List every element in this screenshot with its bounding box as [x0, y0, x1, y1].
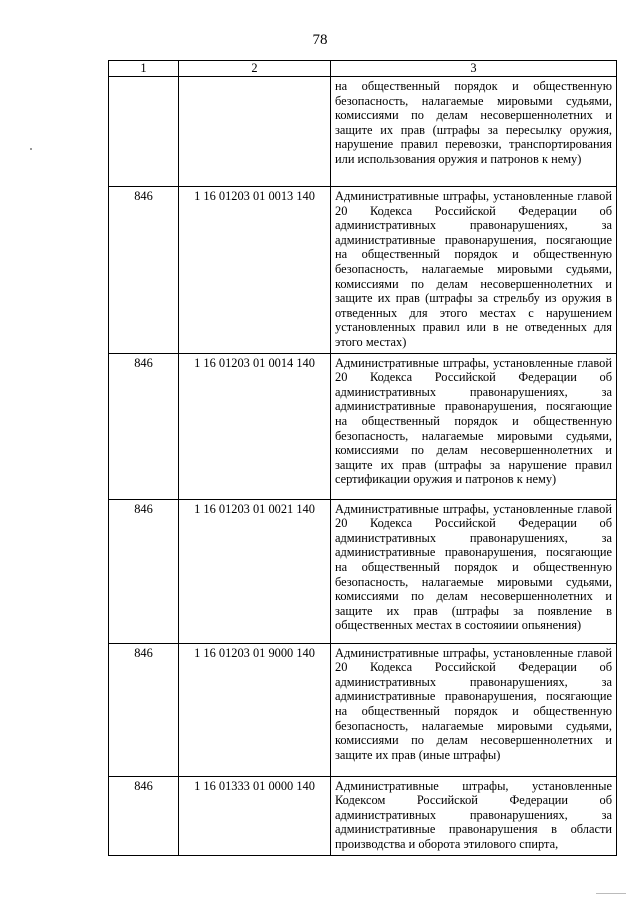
column-header-1: 1 [109, 61, 179, 77]
budget-classification-table [108, 60, 617, 856]
kbk-code-cell: 1 16 01333 01 0000 140 [179, 776, 331, 855]
description-cell: на общественный порядок и общественную безопасность, налагаемые мировыми судьями, комиссиями по делам несовершеннолетних и защите их прав (штрафы за пересылку оружия, нарушение правил перевозки, транспортирования или использования оружия и патронов к нему) [331, 77, 617, 187]
kbk-code-cell: 1 16 01203 01 0021 140 [179, 499, 331, 643]
admin-code-cell: 846 [109, 776, 179, 855]
description-cell: Административные штрафы, установленные главой 20 Кодекса Российской Федерации об административных правонарушениях, за административные правонарушения, посягающие на общественный порядок и общественную безопасность, налагаемые мировыми судьями, комиссиями по делам несовершеннолетних и защите их прав (штрафы за стрельбу из оружия в отведенных для этого местах с нарушением установленных правил или в не отведенных для этого местах) [331, 187, 617, 354]
admin-code-cell: 846 [109, 353, 179, 499]
admin-code-cell [109, 77, 179, 187]
admin-code-cell: 846 [109, 187, 179, 354]
kbk-code-cell: 1 16 01203 01 9000 140 [179, 643, 331, 776]
description-cell: Административные штрафы, установленные главой 20 Кодекса Российской Федерации об административных правонарушениях, за административные правонарушения, посягающие на общественный порядок и общественную безопасность, налагаемые мировыми судьями, комиссиями по делам несовершеннолетних и защите их прав (иные штрафы) [331, 643, 617, 776]
table-row [109, 353, 617, 499]
scan-speck [30, 148, 32, 150]
table-row [109, 643, 617, 776]
description-cell: Административные штрафы, установленные главой 20 Кодекса Российской Федерации об административных правонарушениях, за административные правонарушения, посягающие на общественный порядок и общественную безопасность, налагаемые мировыми судьями, комиссиями по делам несовершеннолетних и защите их прав (штрафы за появление в общественных местах в состояиии опьянения) [331, 499, 617, 643]
scan-edge-mark [596, 893, 626, 894]
admin-code-cell: 846 [109, 643, 179, 776]
table-row [109, 187, 617, 354]
table-header-row [109, 61, 617, 77]
description-cell: Административные штрафы, установленные Кодексом Российской Федерации об административных правонарушениях, за административные правонарушения в области производства и оборота этилового спирта, [331, 776, 617, 855]
column-header-3: 3 [331, 61, 617, 77]
table-row [109, 776, 617, 855]
kbk-code-cell: 1 16 01203 01 0014 140 [179, 353, 331, 499]
table-row [109, 499, 617, 643]
kbk-code-cell: 1 16 01203 01 0013 140 [179, 187, 331, 354]
kbk-code-cell [179, 77, 331, 187]
description-cell: Административные штрафы, установленные главой 20 Кодекса Российской Федерации об административных правонарушениях, за административные правонарушения, посягающие на общественный порядок и общественную безопасность, налагаемые мировыми судьями, комиссиями по делам несовершеннолетних и защите их прав (штрафы за нарушение правил сертификации оружия и патронов к нему) [331, 353, 617, 499]
column-header-2: 2 [179, 61, 331, 77]
table-row [109, 77, 617, 187]
page-number: 78 [312, 32, 328, 48]
admin-code-cell: 846 [109, 499, 179, 643]
